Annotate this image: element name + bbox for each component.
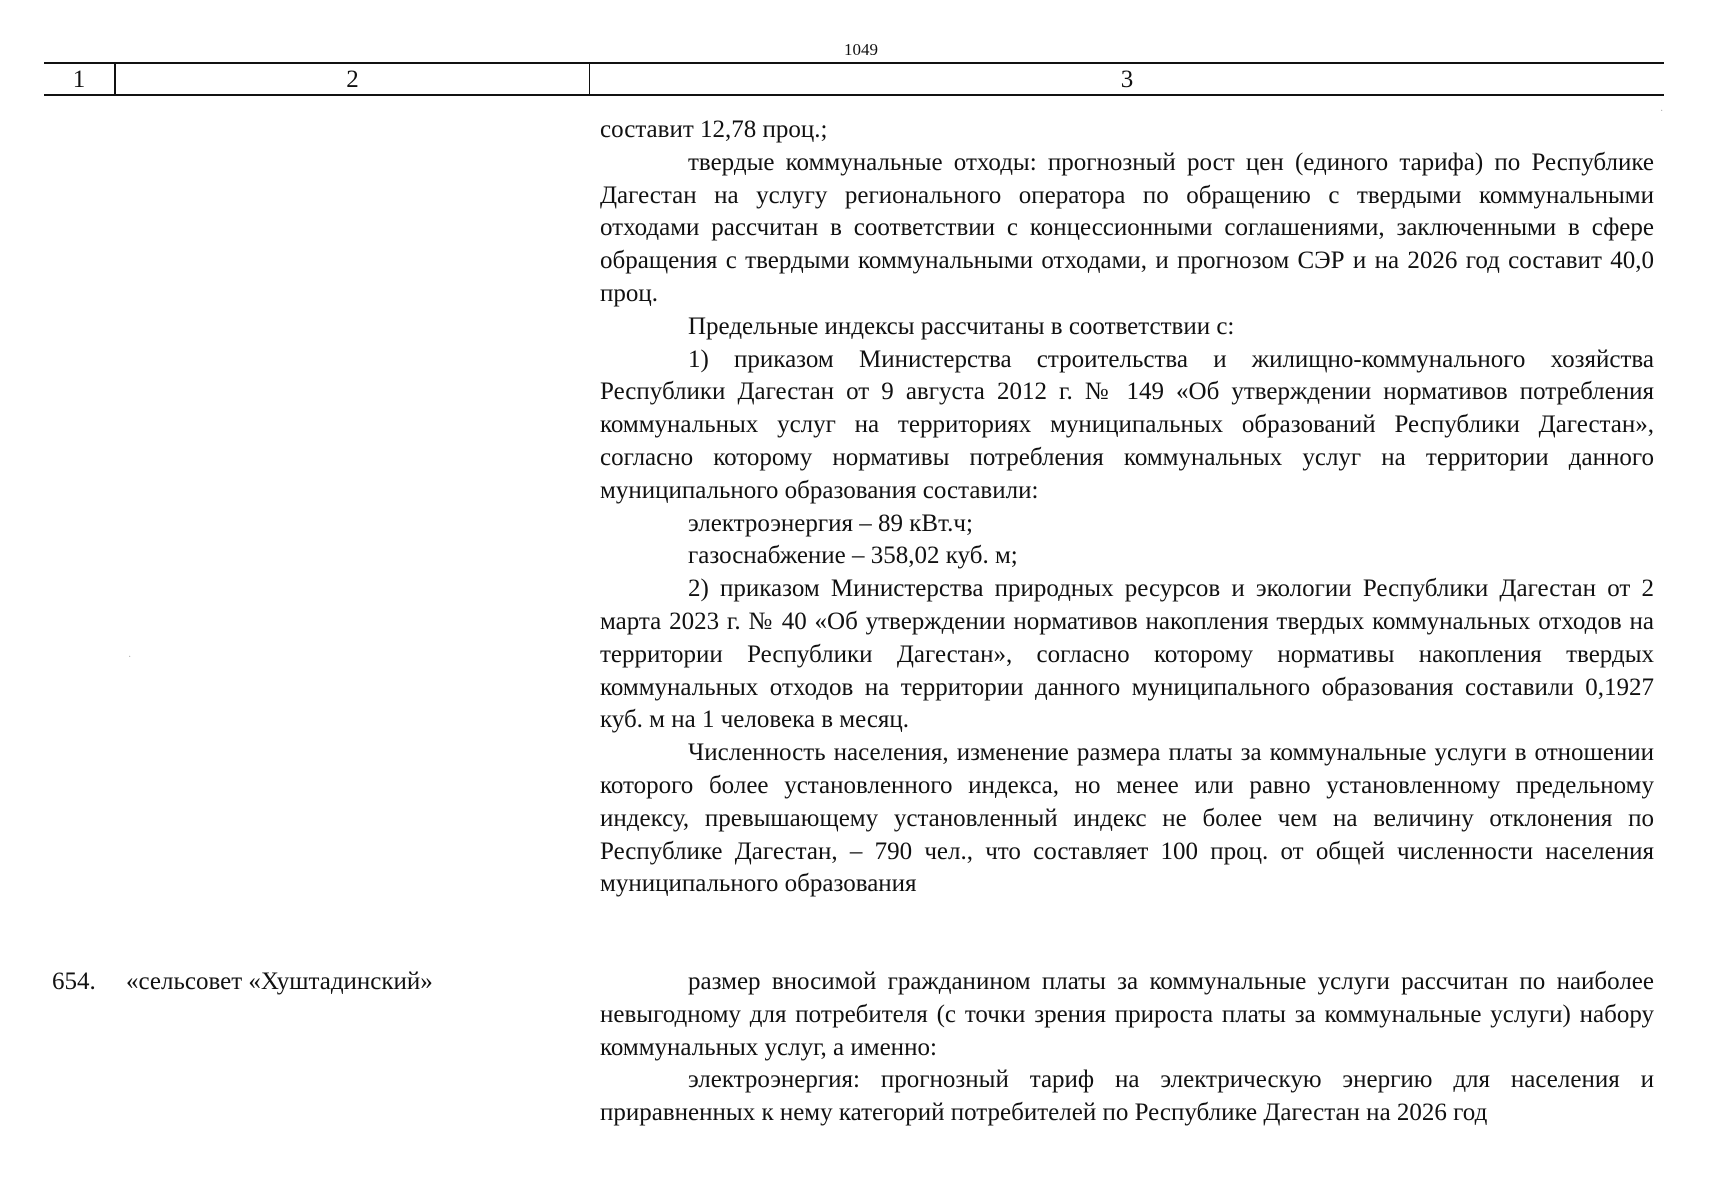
paragraph: твердые коммунальные отходы: прогнозный рост цен (единого тарифа) по Республике Дагестан на услугу регионального оператора по обращению с твердыми коммунальными отходами рассчитан в соответствии с концессионными соглашениями, заключенными в сфере обращения с твердыми коммунальными отходами, и прогнозом СЭР и на 2026 год составит 40,0 проц.	[600, 148, 1654, 307]
paragraph: составит 12,78 проц.;	[600, 116, 828, 143]
scan-mark: ·	[128, 652, 132, 663]
list-item: газоснабжение – 358,02 куб. м;	[688, 542, 1018, 570]
column-header-3: 3	[1120, 66, 1134, 93]
column-header-2: 2	[346, 66, 359, 93]
paragraph: Численность населения, изменение размера платы за коммунальные услуги в отношении которого более установленного индекса, но менее или равно установленному предельному индексу, превышающему установленный индекс не более чем на величину отклонения по Республике Дагестан, – 790 чел., что составляет 100 проц. от общей численности населения муниципального образования	[600, 739, 1654, 898]
paragraph: электроэнергия: прогнозный тариф на электрическую энергию для населения и приравненных к нему категорий потребителей по Республике Дагестан на 2026 год	[600, 1066, 1654, 1127]
column-3-continuation	[600, 114, 1654, 901]
scan-mark: ·	[1660, 106, 1664, 117]
table-header	[44, 62, 1664, 96]
paragraph: 1) приказом Министерства строительства и жилищно-коммунального хозяйства Республики Дагестан от 9 августа 2012 г. № 149 «Об утверждении нормативов потребления коммунальных услуг на территориях муниципальных образований Республики Дагестан», согласно которому нормативы потребления коммунальных услуг на территории данного муниципального образования составили:	[600, 345, 1654, 504]
paragraph: Предельные индексы рассчитаны в соответствии с:	[688, 312, 1235, 340]
column-3-row-654	[600, 966, 1654, 1130]
paragraph: размер вносимой гражданином платы за коммунальные услуги рассчитан по наиболее невыгодному для потребителя (с точки зрения прироста платы за коммунальные услуги) набору коммунальных услуг, а именно:	[600, 968, 1654, 1061]
municipality-name: «сельсовет «Хуштадинский»	[126, 968, 433, 995]
column-header-1: 1	[72, 66, 86, 93]
row-number: 654.	[52, 968, 96, 995]
paragraph: 2) приказом Министерства природных ресурсов и экологии Республики Дагестан от 2 марта 2023 г. № 40 «Об утверждении нормативов накопления твердых коммунальных отходов на территории Республики Дагестан», согласно которому нормативы накопления твердых коммунальных отходов на территории данного муниципального образования составили 0,1927 куб. м на 1 человека в месяц.	[600, 575, 1654, 734]
list-item: электроэнергия – 89 кВт.ч;	[688, 509, 973, 537]
page-number: 1049	[844, 40, 878, 59]
